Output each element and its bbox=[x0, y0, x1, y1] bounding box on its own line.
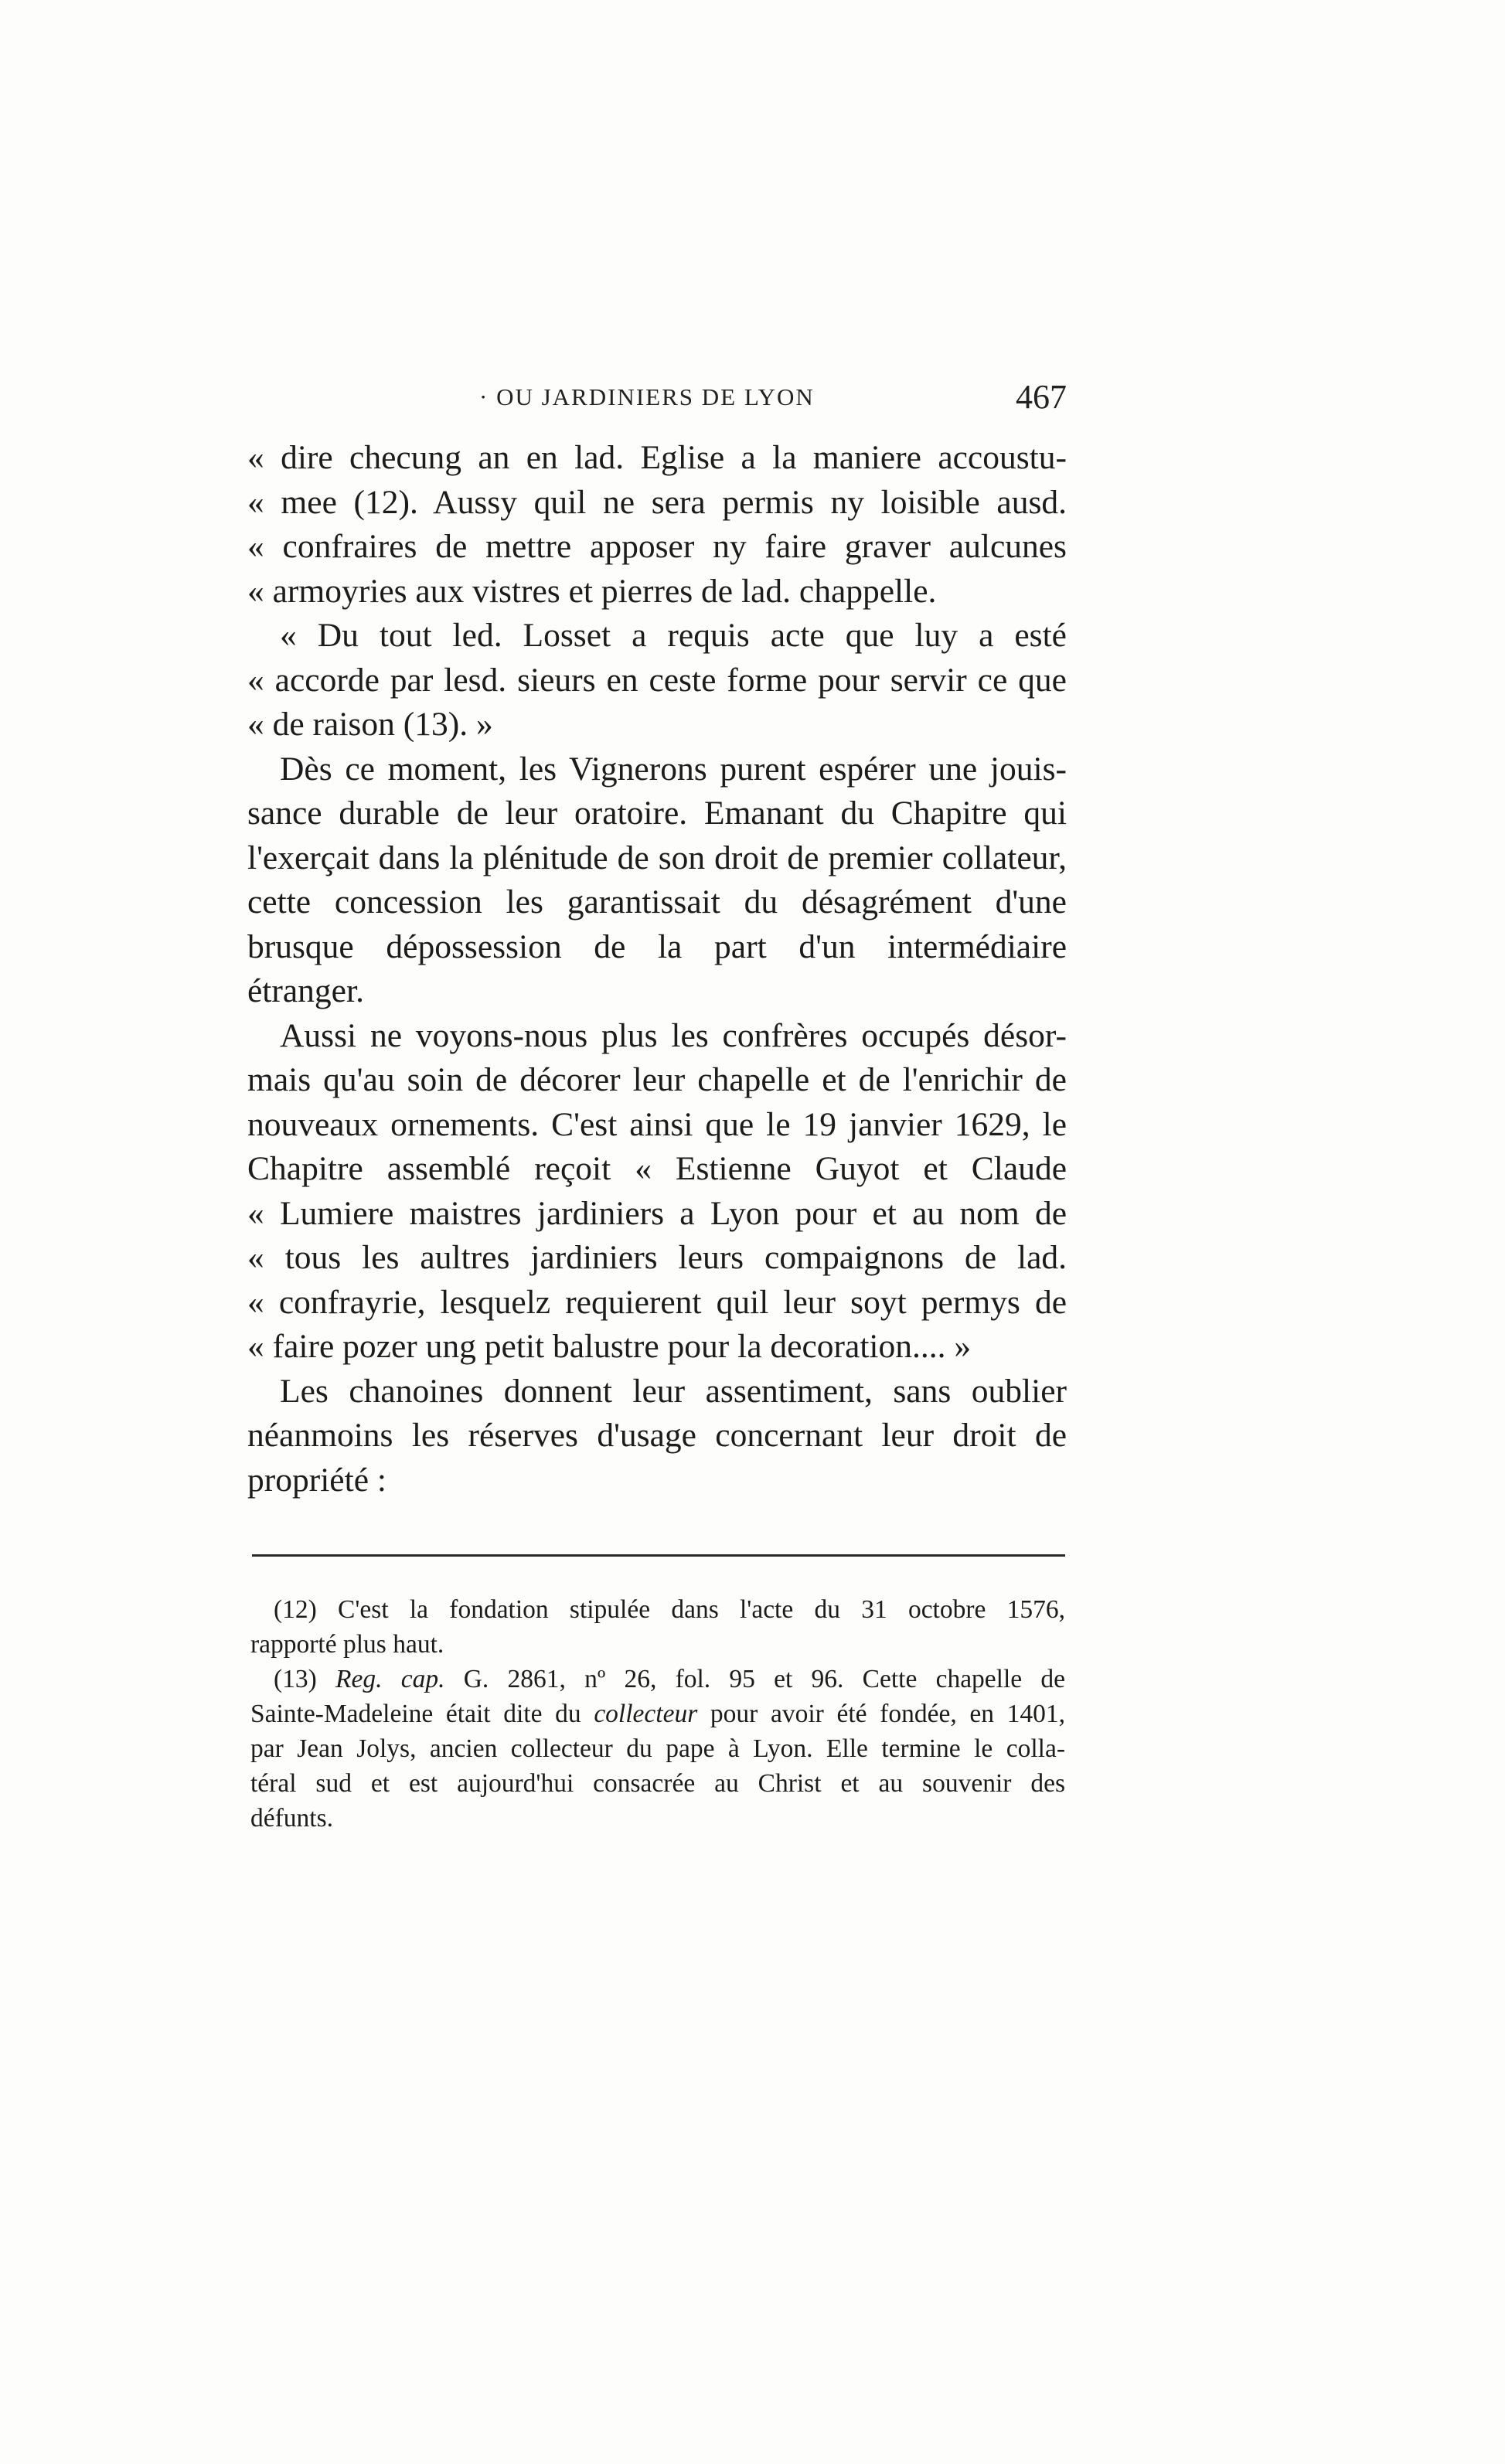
text-line: mais qu'au soin de décorer leur chapelle et de l'enrichir de bbox=[247, 1061, 1067, 1098]
text-line: l'exerçait dans la plénitude de son droit de premier collateur, bbox=[247, 839, 1067, 876]
text-line: propriété : bbox=[247, 1461, 386, 1499]
text-line: néanmoins les réserves d'usage concernant leur droit de bbox=[247, 1417, 1067, 1454]
text-line: « armoyries aux vistres et pierres de lad. chappelle. bbox=[247, 572, 937, 610]
text-line: « Du tout led. Losset a requis acte que luy a esté bbox=[280, 617, 1067, 654]
text-line: cette concession les garantissait du désagrément d'une bbox=[247, 883, 1067, 921]
footnote-text: Sainte-Madeleine était dite du bbox=[250, 1700, 594, 1728]
text-line: sance durable de leur oratoire. Emanant du Chapitre qui bbox=[247, 795, 1067, 832]
page-number: 467 bbox=[1016, 378, 1067, 416]
footnote-italic: collecteur bbox=[594, 1700, 698, 1728]
text-line: Les chanoines donnent leur assentiment, sans oublier bbox=[280, 1372, 1067, 1410]
footnote-text: (13) bbox=[274, 1665, 336, 1693]
text-line: Dès ce moment, les Vignerons purent espérer une jouis- bbox=[280, 750, 1067, 788]
footnote-separator bbox=[252, 1554, 1065, 1557]
footnote-line: (12) C'est la fondation stipulée dans l'acte du 31 octobre 1576, bbox=[274, 1595, 1065, 1624]
text-line: nouveaux ornements. C'est ainsi que le 19 janvier 1629, le bbox=[247, 1105, 1067, 1143]
footnote-line bbox=[250, 1662, 1065, 1697]
text-line: « tous les aultres jardiniers leurs compaignons de lad. bbox=[247, 1239, 1067, 1276]
footnote-text: pour avoir été fondée, en 1401, bbox=[697, 1700, 1066, 1728]
text-line: brusque dépossession de la part d'un intermédiaire bbox=[247, 927, 1067, 965]
footnote-line bbox=[250, 1697, 1065, 1731]
running-title: · OU JARDINIERS DE LYON bbox=[479, 383, 815, 410]
text-line: étranger. bbox=[247, 972, 364, 1009]
body-text bbox=[247, 436, 1067, 1503]
footnote-italic: Reg. cap. bbox=[335, 1665, 445, 1693]
footnote-line: téral sud et est aujourd'hui consacrée au Christ et au souvenir des bbox=[250, 1769, 1065, 1798]
footnote-line: par Jean Jolys, ancien collecteur du pape à Lyon. Elle termine le colla- bbox=[250, 1734, 1065, 1763]
text-line: Aussi ne voyons-nous plus les confrères occupés désor- bbox=[280, 1016, 1067, 1054]
text-line: « Lumiere maistres jardiniers a Lyon pour et au nom de bbox=[247, 1194, 1067, 1232]
text-line: « accorde par lesd. sieurs en ceste forme pour servir ce que bbox=[247, 661, 1067, 699]
footnotes bbox=[250, 1592, 1065, 1836]
text-line: « de raison (13). » bbox=[247, 706, 493, 743]
footnote-line: rapporté plus haut. bbox=[250, 1630, 444, 1659]
text-line: Chapitre assemblé reçoit « Estienne Guyot et Claude bbox=[247, 1150, 1067, 1187]
footnote-12 bbox=[250, 1592, 1065, 1662]
footnote-13 bbox=[250, 1662, 1065, 1836]
text-line: « dire checung an en lad. Eglise a la maniere accoustu- bbox=[247, 439, 1067, 476]
text-line: « mee (12). Aussy quil ne sera permis ny loisible ausd. bbox=[247, 483, 1067, 521]
running-head bbox=[247, 377, 1067, 424]
text-line: « confrayrie, lesquelz requierent quil leur soyt permys de bbox=[247, 1283, 1067, 1321]
text-line: « faire pozer ung petit balustre pour la decoration.... » bbox=[247, 1328, 972, 1365]
footnote-text: G. 2861, nº 26, fol. 95 et 96. Cette chapelle de bbox=[444, 1665, 1066, 1693]
text-line: « confraires de mettre apposer ny faire graver aulcunes bbox=[247, 528, 1067, 565]
footnote-line: défunts. bbox=[250, 1804, 333, 1833]
